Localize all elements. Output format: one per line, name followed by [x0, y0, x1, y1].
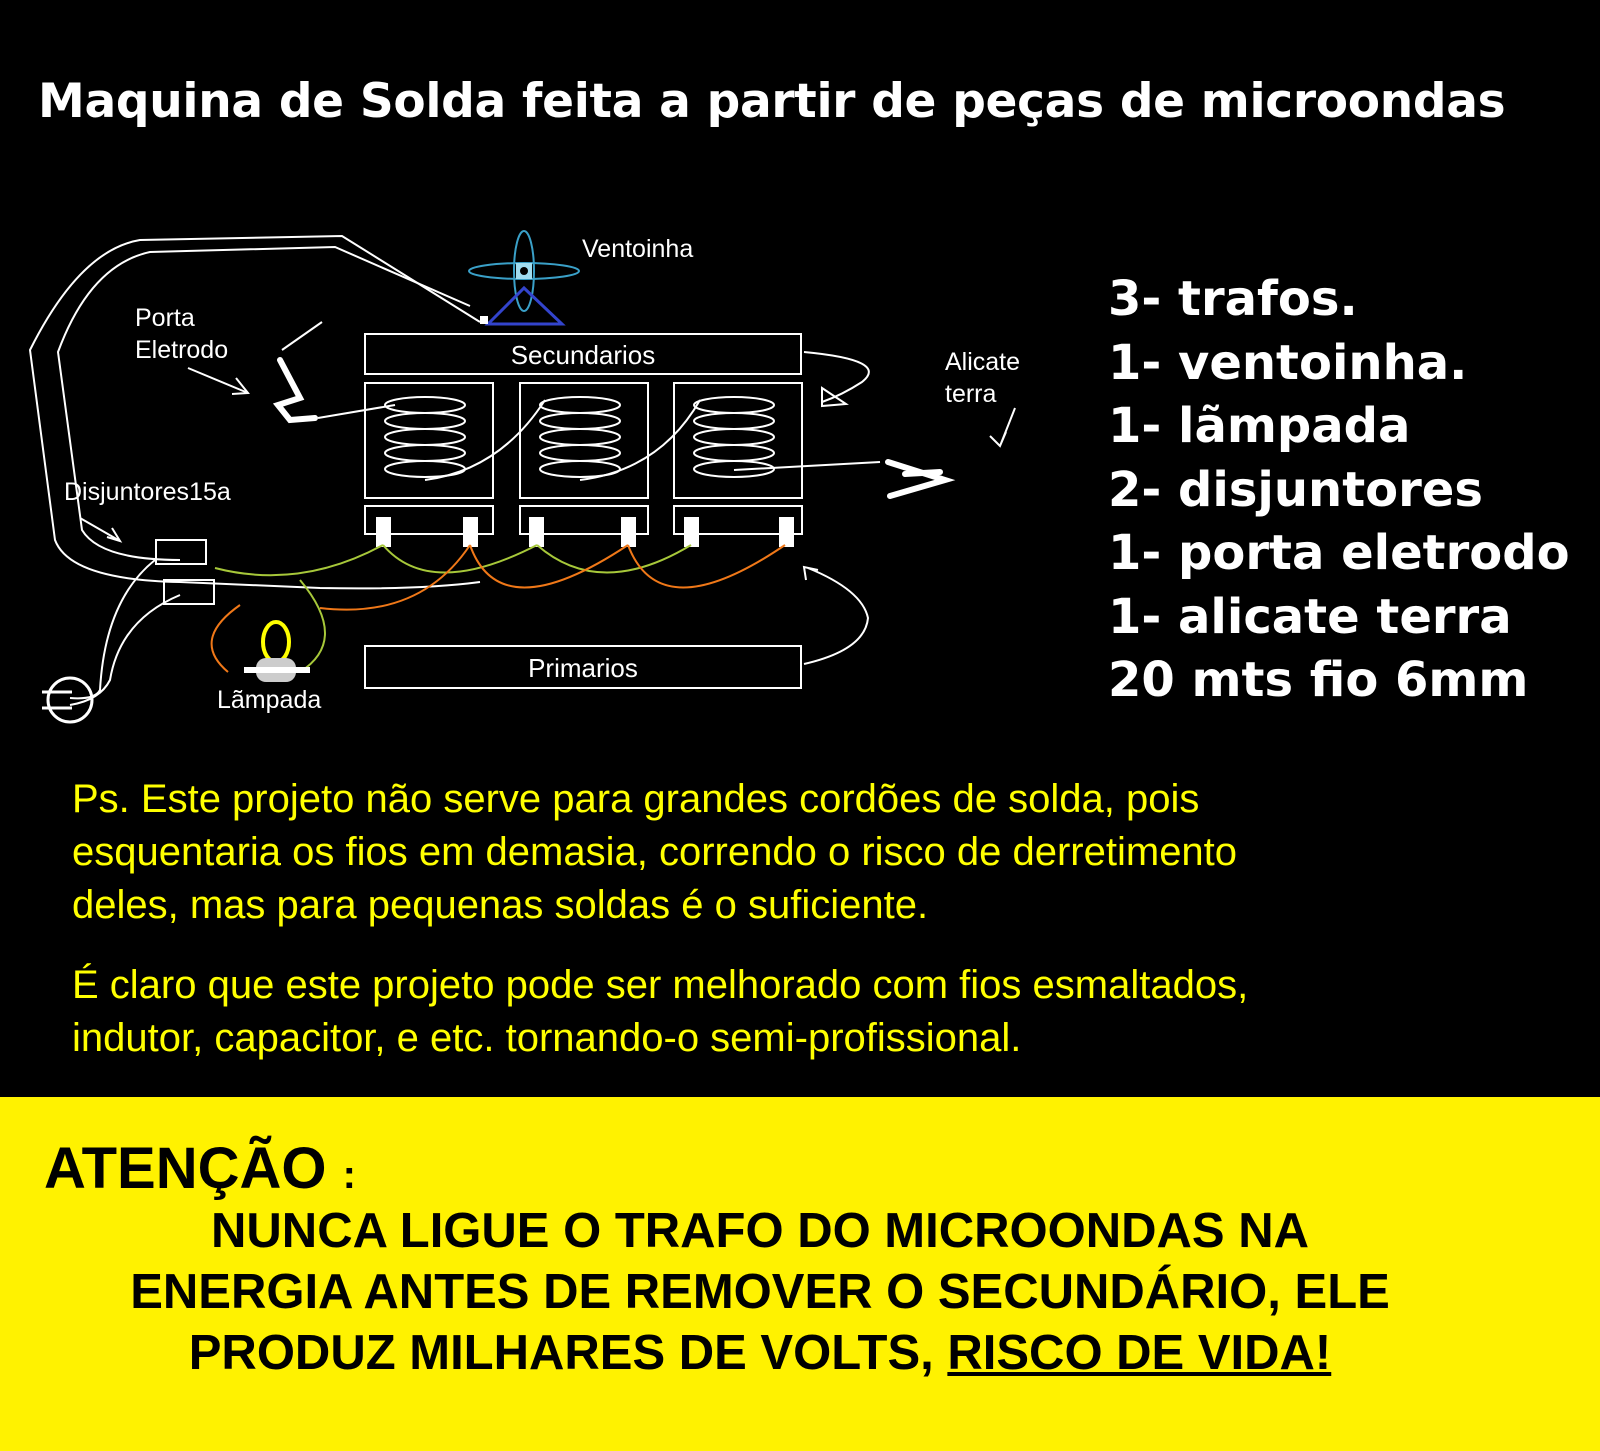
page-title: Maquina de Solda feita a partir de peças de microondas [38, 74, 1506, 129]
label-lampada: Lãmpada [217, 686, 322, 714]
parts-list-item: 3- trafos. [1108, 271, 1358, 327]
label-ventoinha: Ventoinha [582, 235, 694, 263]
power-cable [30, 236, 480, 705]
parts-list-item: 20 mts fio 6mm [1108, 652, 1529, 708]
risk-of-life-text: RISCO DE VIDA! [947, 1326, 1332, 1380]
warning-colon: : [342, 1153, 356, 1197]
plug-icon [42, 678, 92, 722]
note-line: esquentaria os fios em demasia, correndo o risco de derretimento [72, 830, 1238, 874]
warning-line-text: PRODUZ MILHARES DE VOLTS, [188, 1326, 948, 1380]
warning-title [44, 1135, 356, 1202]
note-improvement [72, 959, 1248, 1065]
label-disjuntores: Disjuntores15a [64, 478, 231, 506]
label-primarios: Primarios [528, 653, 638, 683]
warning-banner [0, 1097, 1600, 1451]
electrode-holder-icon [278, 360, 315, 420]
label-arrows [80, 352, 1015, 664]
label-alicate: Alicate [945, 348, 1021, 376]
label-secundarios: Secundarios [510, 340, 656, 370]
parts-list-item: 2- disjuntores [1108, 461, 1483, 518]
warning-message [0, 1201, 1520, 1384]
label-porta: Porta [135, 304, 195, 332]
note-line: É claro que este projeto pode ser melhorado com fios esmaltados, [72, 963, 1249, 1007]
note-line: deles, mas para pequenas soldas é o suficiente. [72, 883, 929, 927]
note-line: Ps. Este projeto não serve para grandes cordões de solda, pois [72, 777, 1200, 821]
parts-list [1108, 268, 1570, 713]
warning-title-text: ATENÇÃO [44, 1136, 327, 1201]
transformer-3 [674, 383, 802, 546]
label-eletrodo: Eletrodo [135, 336, 229, 364]
lamp-icon [244, 622, 310, 682]
parts-list-item: 1- lãmpada [1108, 398, 1411, 454]
parts-list-item: 1- porta eletrodo [1108, 525, 1570, 581]
warning-line [0, 1323, 1520, 1384]
label-terra: terra [945, 380, 997, 408]
warning-line: ENERGIA ANTES DE REMOVER O SECUNDÁRIO, ELE [130, 1265, 1390, 1319]
parts-list-item: 1- alicate terra [1108, 588, 1512, 645]
note-line: indutor, capacitor, e etc. tornando-o semi-profissional. [72, 1016, 1022, 1060]
fan-icon [469, 231, 579, 324]
ground-clamp-icon [888, 462, 945, 496]
warning-line: NUNCA LIGUE O TRAFO DO MICROONDAS NA [211, 1204, 1309, 1258]
parts-list-item: 1- ventoinha. [1108, 334, 1468, 391]
note-ps [72, 773, 1237, 932]
